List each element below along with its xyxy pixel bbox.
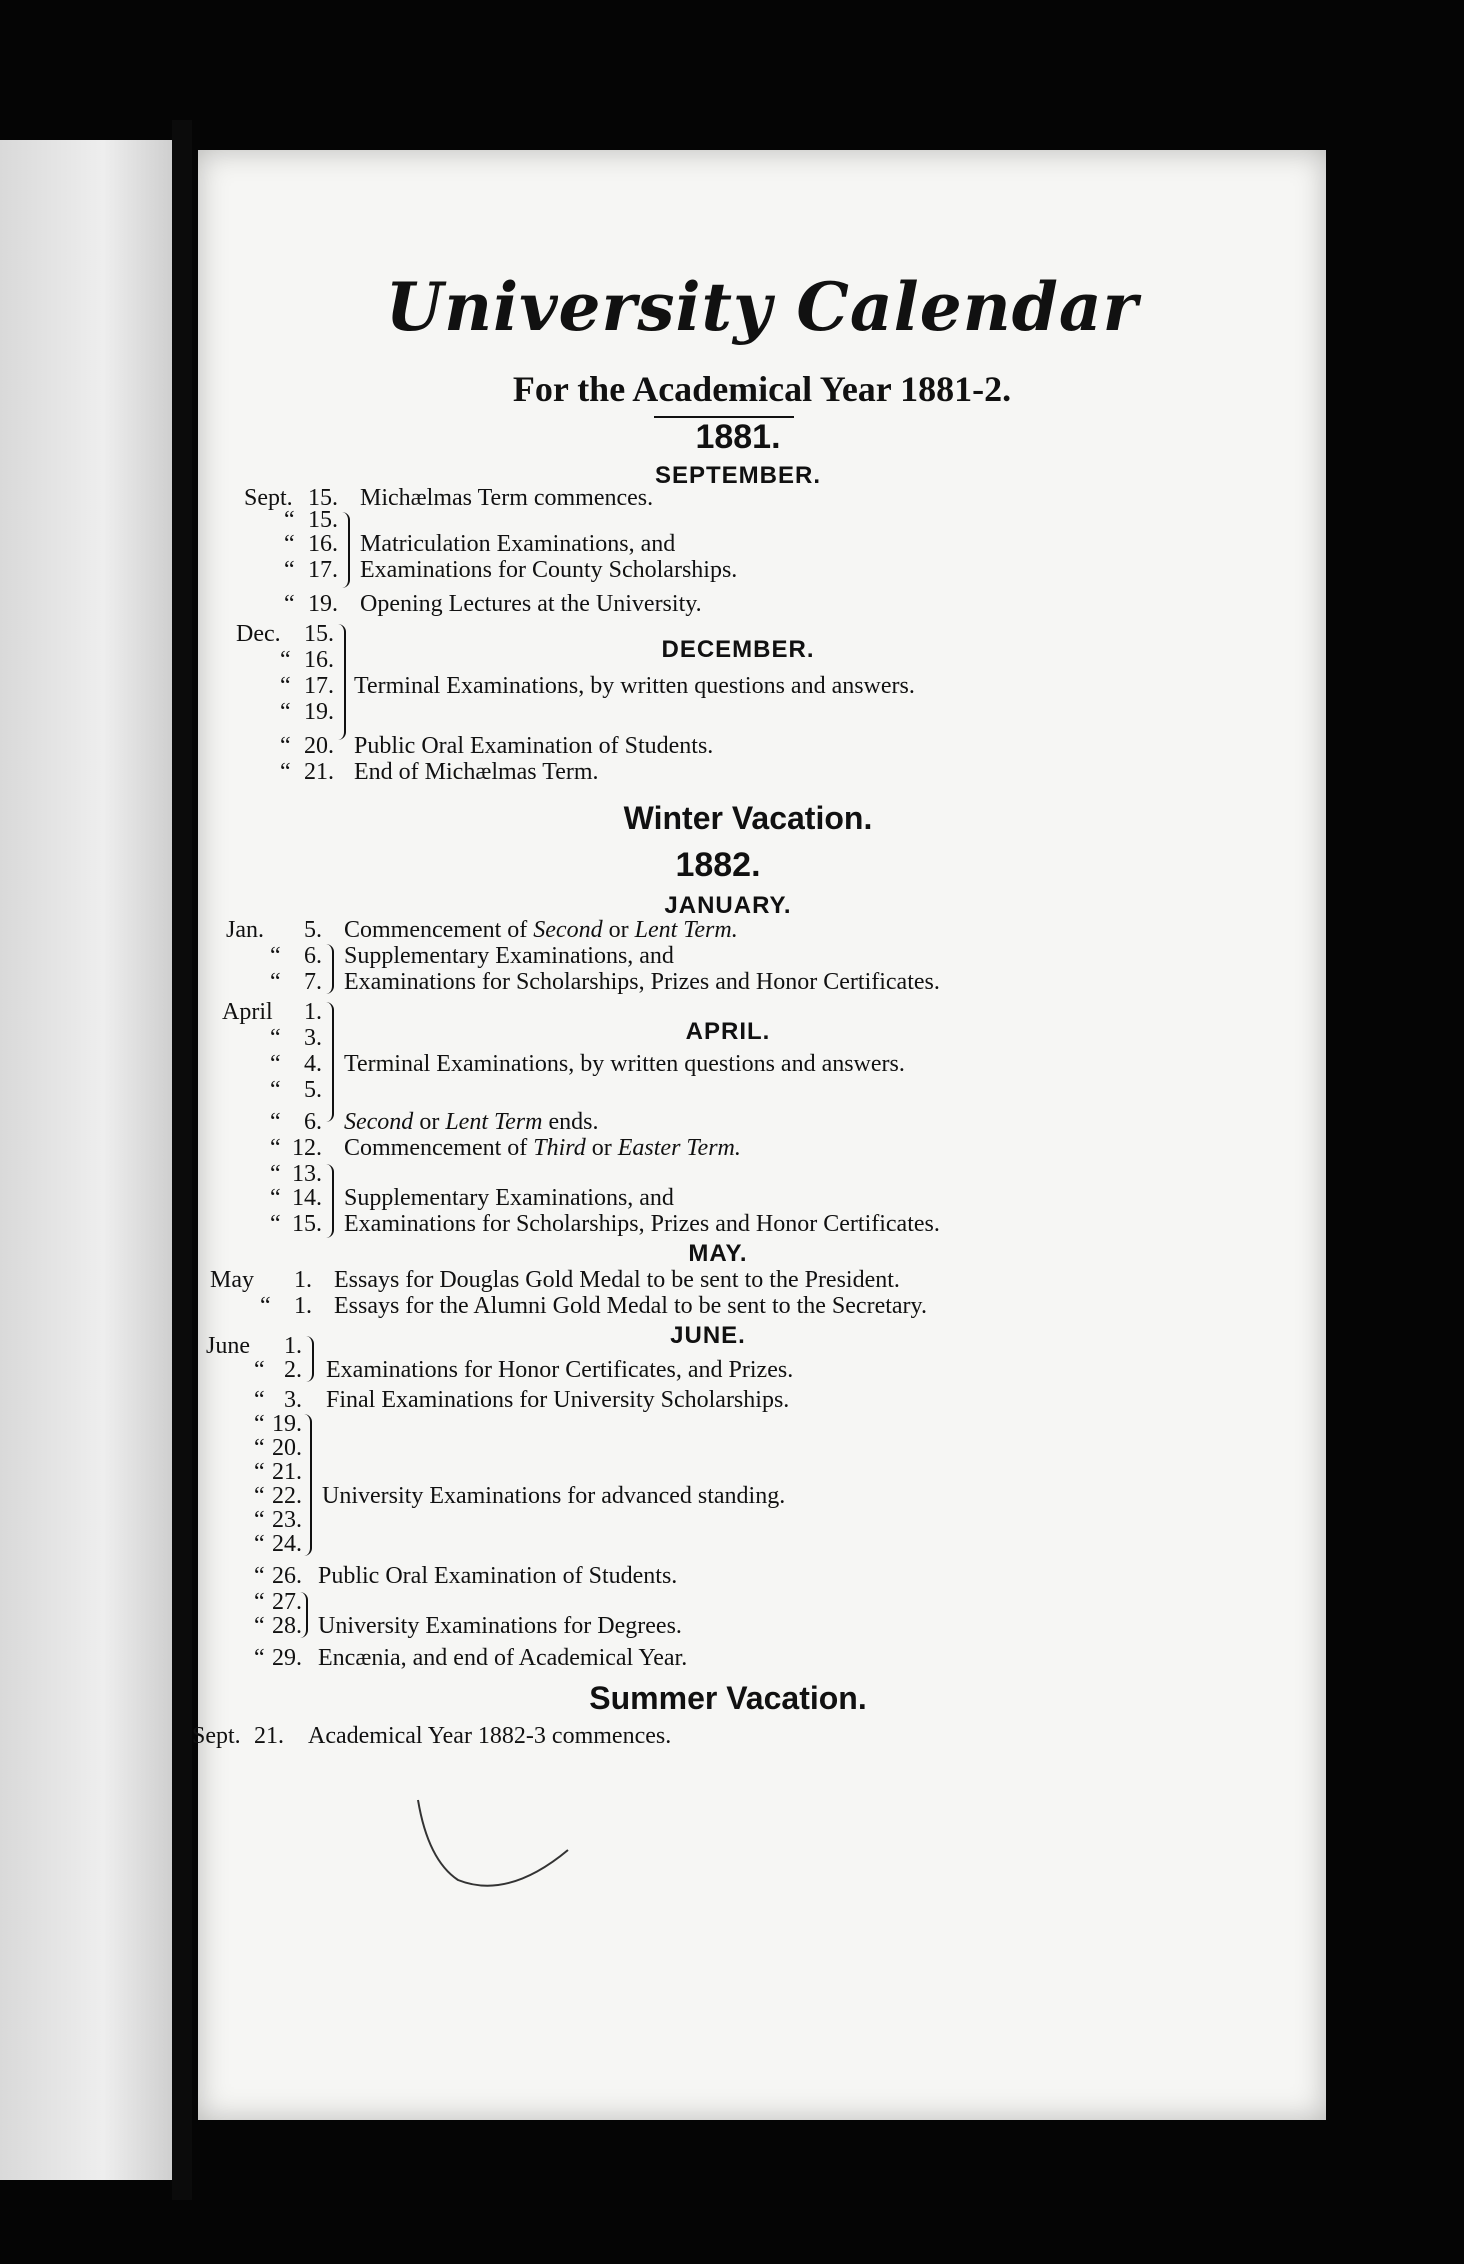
day-label: 15. [308,507,338,533]
day-label: 5. [304,1077,322,1103]
month-label: Sept. [192,1723,241,1749]
winter-vacation-heading: Winter Vacation. [623,800,873,836]
entry-text: Encænia, and end of Academical Year. [318,1645,688,1671]
day-label: 19. [308,591,338,617]
ditto-mark: “ [254,1357,265,1383]
month-heading-june: JUNE. [670,1322,746,1349]
ditto-mark: “ [254,1589,265,1615]
ditto-mark: “ [270,1051,281,1077]
year-heading-1882: 1882. [675,846,761,884]
ditto-mark: “ [280,647,291,673]
month-heading-december: DECEMBER. [661,636,815,663]
entry-text: End of Michælmas Term. [354,759,599,785]
entry-text: University Examinations for advanced standing. [322,1483,786,1509]
day-label: 21. [304,759,334,785]
ditto-mark: “ [270,1025,281,1051]
entry-text: Supplementary Examinations, and [344,943,674,969]
entry-text: Terminal Examinations, by written questions and answers. [354,673,915,699]
day-label: 17. [308,557,338,583]
day-label: 15. [308,485,338,511]
month-label: June [206,1333,250,1359]
brace [326,944,334,994]
day-label: 26. [272,1563,302,1589]
day-label: 6. [304,1109,322,1135]
day-label: 2. [284,1357,302,1383]
day-label: 23. [272,1507,302,1533]
ditto-mark: “ [270,1077,281,1103]
day-label: 3. [304,1025,322,1051]
ditto-mark: “ [280,673,291,699]
month-heading-may: MAY. [688,1240,748,1267]
day-label: 19. [304,699,334,725]
month-label: Sept. [244,485,293,511]
month-heading-april: APRIL. [685,1018,771,1045]
entry-text: Examinations for Honor Certificates, and Prizes. [326,1357,794,1383]
entry-text: Second or Lent Term ends. [344,1109,599,1135]
ditto-mark: “ [280,759,291,785]
day-label: 1. [294,1267,312,1293]
month-label: Dec. [236,621,281,647]
ditto-mark: “ [254,1483,265,1509]
month-label: April [222,999,273,1025]
brace [342,512,350,588]
ditto-mark: “ [270,1211,281,1237]
ditto-mark: “ [254,1645,265,1671]
entry-text: Terminal Examinations, by written questions and answers. [344,1051,905,1077]
day-label: 1. [294,1293,312,1319]
entry-text: Supplementary Examinations, and [344,1185,674,1211]
ditto-mark: “ [270,1161,281,1187]
ditto-mark: “ [254,1613,265,1639]
entry-text: Michælmas Term commences. [360,485,654,511]
day-label: 20. [304,733,334,759]
day-label: 19. [272,1411,302,1437]
day-label: 14. [292,1185,322,1211]
brace [338,624,346,740]
day-label: 27. [272,1589,302,1615]
ditto-mark: “ [270,969,281,995]
ditto-mark: “ [270,1109,281,1135]
entry-text: Examinations for Scholarships, Prizes and Honor Certificates. [344,969,940,995]
day-label: 5. [304,917,322,943]
page-title: University Calendar [385,268,1139,346]
entry-text: Matriculation Examinations, and [360,531,676,557]
day-label: 1. [284,1333,302,1359]
day-label: 3. [284,1387,302,1413]
ditto-mark: “ [280,733,291,759]
day-label: 13. [292,1161,322,1187]
ditto-mark: “ [254,1531,265,1557]
ditto-mark: “ [254,1411,265,1437]
entry-text: Examinations for County Scholarships. [360,557,738,583]
ditto-mark: “ [284,507,295,533]
day-label: 15. [304,621,334,647]
day-label: 20. [272,1435,302,1461]
ditto-mark: “ [270,943,281,969]
entry-text: Public Oral Examination of Students. [318,1563,678,1589]
day-label: 1. [304,999,322,1025]
entry-text: Commencement of Third or Easter Term. [344,1135,741,1161]
day-label: 24. [272,1531,302,1557]
entry-text: Essays for Douglas Gold Medal to be sent to the President. [334,1267,900,1293]
summer-vacation-heading: Summer Vacation. [589,1680,867,1716]
day-label: 22. [272,1483,302,1509]
day-label: 6. [304,943,322,969]
ditto-mark: “ [254,1387,265,1413]
month-label: Jan. [226,917,264,943]
ditto-mark: “ [284,591,295,617]
day-label: 7. [304,969,322,995]
entry-text: Public Oral Examination of Students. [354,733,714,759]
ditto-mark: “ [280,699,291,725]
adjacent-page-edge [0,140,172,2180]
book-spine [172,120,192,2200]
ditto-mark: “ [254,1563,265,1589]
day-label: 12. [292,1135,322,1161]
day-label: 4. [304,1051,322,1077]
day-label: 15. [292,1211,322,1237]
ditto-mark: “ [270,1135,281,1161]
page-subtitle: For the Academical Year 1881-2. [512,369,1012,409]
ditto-mark: “ [254,1507,265,1533]
brace [304,1414,312,1556]
day-label: 16. [308,531,338,557]
day-label: 16. [304,647,334,673]
ditto-mark: “ [284,531,295,557]
ditto-mark: “ [254,1459,265,1485]
ditto-mark: “ [270,1185,281,1211]
ditto-mark: “ [284,557,295,583]
entry-text: Commencement of Second or Lent Term. [344,917,738,943]
day-label: 29. [272,1645,302,1671]
pencil-mark-scribble [398,1790,618,1920]
month-label: May [210,1267,254,1293]
brace [306,1336,314,1382]
ditto-mark: “ [260,1293,271,1319]
calendar-page [192,150,1326,2120]
entry-text: Final Examinations for University Scholarships. [326,1387,790,1413]
entry-text: University Examinations for Degrees. [318,1613,682,1639]
year-heading-1881: 1881. [695,418,781,456]
day-label: 28. [272,1613,302,1639]
month-heading-september: SEPTEMBER. [654,462,822,489]
entry-text: Essays for the Alumni Gold Medal to be sent to the Secretary. [334,1293,927,1319]
day-label: 21. [254,1723,284,1749]
brace [326,1002,334,1122]
ditto-mark: “ [254,1435,265,1461]
day-label: 21. [272,1459,302,1485]
month-heading-january: JANUARY. [664,892,792,919]
entry-text: Academical Year 1882-3 commences. [308,1723,672,1749]
entry-text: Examinations for Scholarships, Prizes and Honor Certificates. [344,1211,940,1237]
entry-text: Opening Lectures at the University. [360,591,702,617]
brace [326,1164,334,1238]
day-label: 17. [304,673,334,699]
